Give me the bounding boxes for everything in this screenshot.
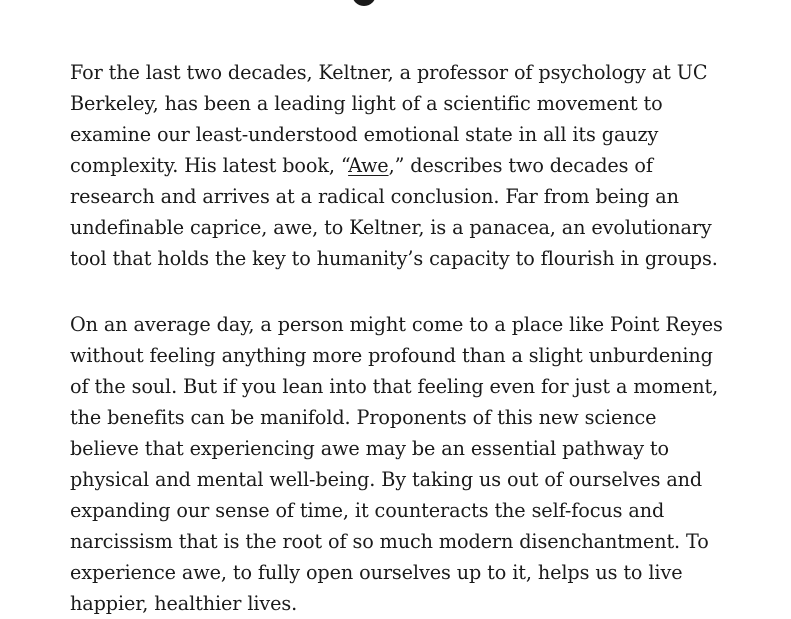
paragraph-text: ,” describes two decades of research and arrives at a radical conclusion. Far from being an undefinable caprice, awe, to Keltner, is a panacea, an evolutionary tool that holds the key to humanity’s capacity to flourish in groups. — [70, 154, 718, 270]
article-body — [70, 57, 730, 619]
twitter-icon[interactable] — [394, 0, 418, 6]
share-bar — [352, 0, 460, 6]
paragraph-text: For the last two decades, Keltner, a professor of psychology at UC Berkeley, has been a leading light of a scientific movement to examine our least-understood emotional state in all its gauzy complexity. His latest book, “ — [70, 61, 708, 177]
facebook-icon[interactable] — [352, 0, 376, 6]
awe-book-link[interactable]: Awe — [348, 154, 389, 177]
article-paragraph — [70, 57, 730, 274]
article-paragraph: On an average day, a person might come to a place like Point Reyes without feeling anything more profound than a slight unburdening of the soul. But if you lean into that feeling even for just a moment, the benefits can be manifold. Proponents of this new science believe that experiencing awe may be an essential pathway to physical and mental well-being. By taking us out of ourselves and expanding our sense of time, it counteracts the self-focus and narcissism that is the root of so much modern disenchantment. To experience awe, to fully open ourselves up to it, helps us to live happier, healthier lives. — [70, 313, 723, 615]
email-icon[interactable] — [436, 0, 460, 6]
